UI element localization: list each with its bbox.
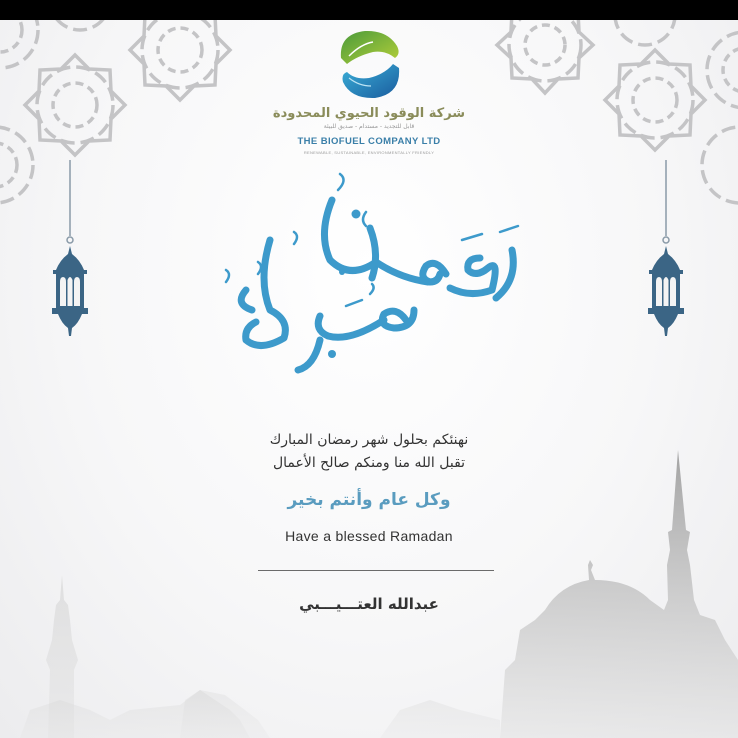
left-lantern-icon: [50, 160, 90, 340]
company-name-english: THE BIOFUEL COMPANY LTD: [297, 136, 441, 147]
greeting-line-1: نهنئكم بحلول شهر رمضان المبارك: [269, 432, 469, 448]
biofuel-company-logo: [335, 28, 405, 100]
signature-name: عبدالله العتـــيـــبي: [299, 595, 439, 613]
greeting-line-2: تقبل الله منا ومنكم صالح الأعمال: [272, 455, 466, 471]
company-slogan-english: RENEWABLE, SUSTAINABLE, ENVIRONMENTALLY FRIENDLY: [303, 150, 435, 155]
top-black-bar: [0, 0, 738, 20]
company-name-arabic: شركة الوقود الحيوي المحدودة: [272, 106, 466, 121]
greeting-english: Have a blessed Ramadan: [285, 528, 453, 544]
signature-divider: [258, 570, 494, 571]
greeting-line-3: وكل عام وأنتم بخير: [287, 490, 451, 510]
ramadan-mubarak-calligraphy: [200, 170, 540, 380]
right-lantern-icon: [646, 160, 686, 340]
ramadan-greeting-card: [0, 20, 738, 738]
company-slogan-arabic: قابل للتجديد - مستدام - صديق للبيئة: [323, 123, 415, 130]
